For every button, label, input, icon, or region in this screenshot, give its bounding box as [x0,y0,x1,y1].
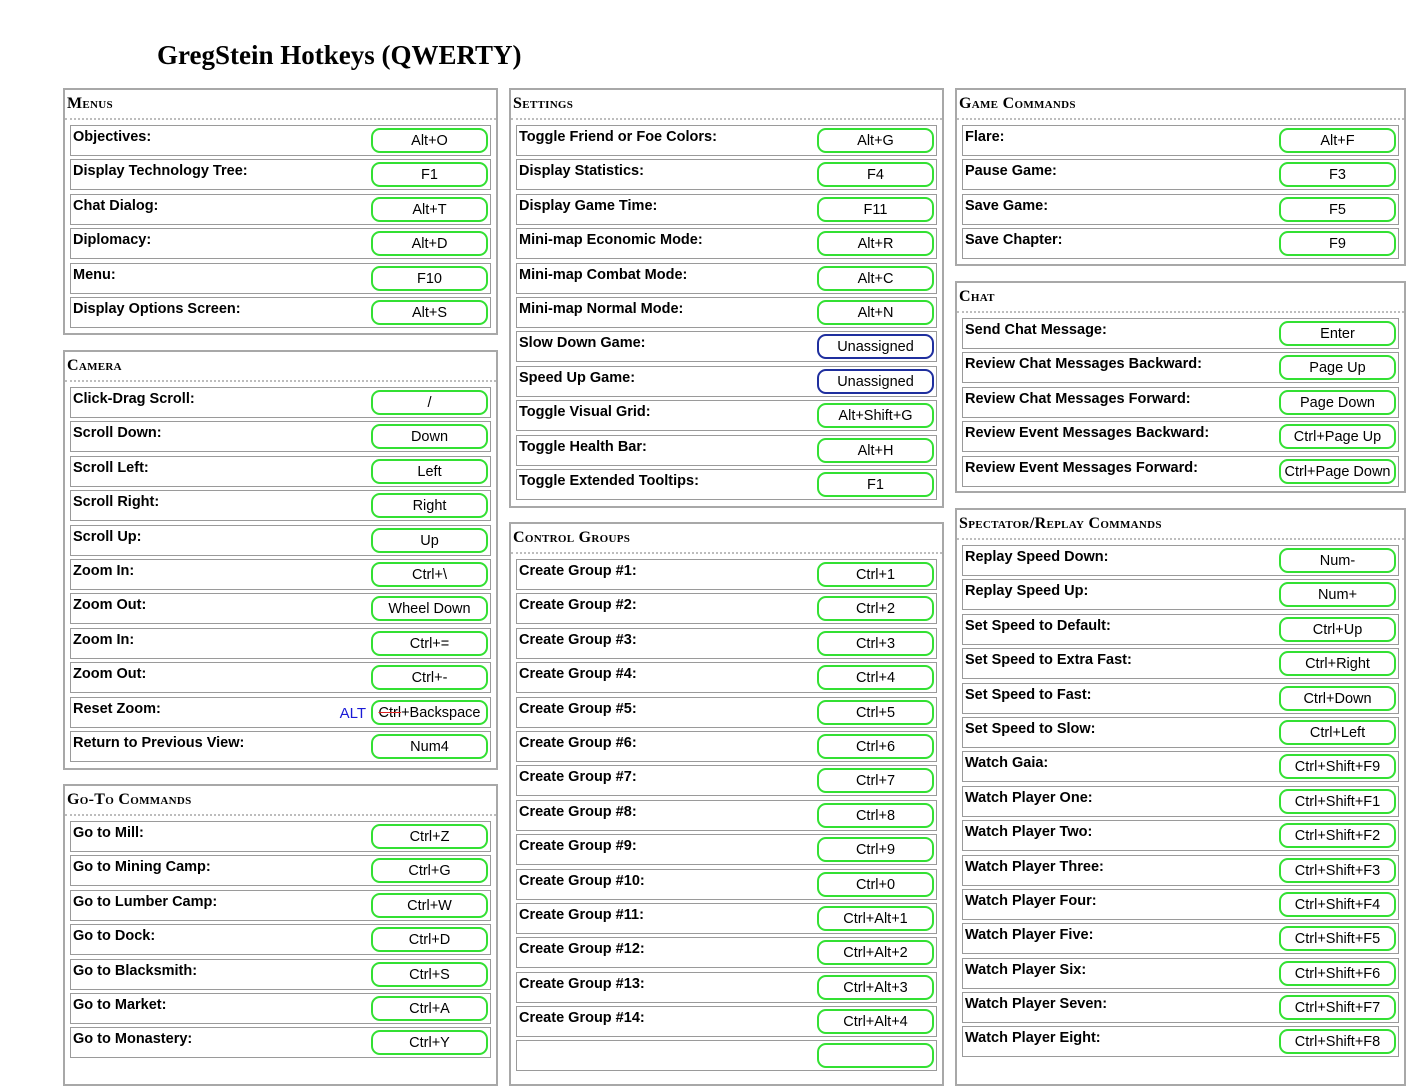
hotkey-field[interactable]: Ctrl+Page Up [1279,424,1396,449]
hotkey-label: Set Speed to Fast: [965,686,1092,703]
hotkey-field[interactable]: Ctrl+Shift+F4 [1279,892,1396,917]
hotkey-label: Toggle Friend or Foe Colors: [519,129,717,145]
hotkey-field[interactable]: Up [371,528,488,553]
hotkey-label: Reset Zoom: [73,700,161,717]
hotkey-row [70,125,491,156]
hotkey-label: Create Group #1: [519,563,637,579]
hotkey-field[interactable]: Down [371,424,488,449]
hotkey-field[interactable]: F1 [817,472,934,497]
hotkey-field[interactable]: Alt+G [817,128,934,153]
hotkey-row [962,717,1399,748]
hotkey-list [957,120,1404,259]
page-title: GregStein Hotkeys (QWERTY) [157,40,522,70]
hotkey-label: Go to Lumber Camp: [73,893,218,910]
hotkey-label: Go to Mining Camp: [73,859,211,876]
hotkey-field[interactable]: Ctrl+G [371,858,488,883]
hotkey-label: Diplomacy: [73,232,152,249]
hotkey-label: Create Group #12: [519,941,645,958]
hotkey-row [70,993,491,1024]
hotkey-field[interactable]: Page Up [1279,355,1396,380]
hotkey-row [516,903,937,934]
hotkey-row [962,820,1399,851]
hotkey-label: Create Group #10: [519,872,645,889]
hotkey-row [516,662,937,693]
hotkey-row [70,593,491,624]
hotkey-list [957,313,1404,487]
hotkey-field[interactable]: Wheel Down [371,596,488,621]
hotkey-field[interactable]: Alt+H [817,438,934,463]
hotkey-field[interactable]: Ctrl+Alt+3 [817,975,934,1000]
hotkey-field[interactable]: Ctrl+\ [371,562,488,587]
hotkey-field[interactable]: Ctrl+Y [371,1030,488,1055]
hotkey-list [511,554,942,1071]
hotkey-field[interactable]: Ctrl+= [371,631,488,656]
hotkey-field[interactable]: Left [371,459,488,484]
hotkey-row [70,421,491,452]
hotkey-row [962,786,1399,817]
hotkey-row [962,751,1399,782]
hotkey-label: Mini-map Economic Mode: [519,232,703,249]
hotkey-field[interactable]: Ctrl+Shift+F9 [1279,754,1396,779]
hotkey-row [70,525,491,556]
hotkey-label: Mini-map Normal Mode: [519,300,684,317]
hotkey-field[interactable]: Ctrl+Shift+F7 [1279,995,1396,1020]
hotkey-label: Speed Up Game: [519,369,636,386]
hotkey-row [70,959,491,990]
hotkey-field[interactable]: Ctrl+W [371,893,488,918]
hotkey-row [516,366,937,397]
hotkey-field[interactable]: Ctrl+7 [817,768,934,793]
hotkey-row [962,683,1399,714]
hotkey-label: Scroll Down: [73,425,162,442]
hotkey-row [70,1027,491,1058]
hotkey-field[interactable]: Ctrl+8 [817,803,934,828]
hotkey-label: Display Statistics: [519,163,644,180]
hotkey-field[interactable]: Ctrl+A [371,996,488,1021]
section-goto-commands [63,784,498,1086]
hotkey-list [957,540,1404,1057]
hotkey-label: Create Group #3: [519,631,637,648]
hotkey-label: Create Group #8: [519,803,637,820]
hotkey-row [70,297,491,328]
hotkey-label: Create Group #4: [519,666,637,683]
hotkey-row [516,194,937,225]
hotkey-row [70,263,491,294]
hotkey-field[interactable]: Right [371,493,488,518]
hotkey-row [516,731,937,762]
hotkey-field[interactable]: Ctrl+Up [1279,617,1396,642]
hotkey-list [65,382,496,762]
hotkey-label: Send Chat Message: [965,322,1107,338]
hotkey-label: Slow Down Game: [519,335,646,352]
hotkey-label: Display Game Time: [519,197,658,214]
hotkey-label: Replay Speed Down: [965,549,1109,565]
hotkey-row [516,559,937,590]
hotkey-row [962,125,1399,156]
hotkey-label: Set Speed to Slow: [965,720,1096,737]
hotkey-label: Replay Speed Up: [965,583,1089,600]
section-title: Chat [957,283,1404,313]
hotkey-row [70,559,491,590]
hotkey-list [65,816,496,1058]
hotkey-row [962,194,1399,225]
section-control-groups [509,522,944,1086]
hotkey-field[interactable]: / [371,390,488,415]
hotkey-label: Zoom Out: [73,666,147,683]
hotkey-row [516,697,937,728]
hotkey-field[interactable]: Num+ [1279,582,1396,607]
hotkey-field[interactable]: Enter [1279,321,1396,346]
hotkey-field[interactable]: F5 [1279,197,1396,222]
hotkey-row [70,387,491,418]
hotkey-label: Create Group #14: [519,1010,645,1027]
hotkey-label: Flare: [965,129,1005,145]
hotkey-row [962,228,1399,259]
hotkey-row [70,855,491,886]
hotkey-row [962,159,1399,190]
hotkey-row [516,228,937,259]
hotkey-field[interactable]: Ctrl+Shift+F1 [1279,789,1396,814]
hotkey-row [962,456,1399,487]
hotkey-row [516,593,937,624]
hotkey-field[interactable]: Ctrl+1 [817,562,934,587]
hotkey-label: Chat Dialog: [73,197,159,214]
hotkey-field[interactable]: Num- [1279,548,1396,573]
hotkey-field[interactable]: Ctrl+Alt+4 [817,1009,934,1034]
hotkey-row [516,159,937,190]
section-camera [63,350,498,770]
hotkey-label: Click-Drag Scroll: [73,391,195,407]
hotkey-row [962,614,1399,645]
hotkey-field[interactable]: Unassigned [817,334,934,359]
hotkey-row [70,228,491,259]
hotkey-field[interactable]: Unassigned [817,369,934,394]
section-title: Spectator/Replay Commands [957,510,1404,540]
hotkey-row [516,435,937,466]
hotkey-row [962,889,1399,920]
hotkey-field[interactable]: F4 [817,162,934,187]
hotkey-row [962,923,1399,954]
hotkey-row [70,697,491,728]
section-title: Settings [511,90,942,120]
hotkey-row [70,662,491,693]
hotkey-label: Watch Player Three: [965,858,1104,875]
hotkey-field[interactable]: F10 [371,266,488,291]
hotkey-row [962,1026,1399,1057]
hotkey-label: Watch Player Seven: [965,996,1108,1013]
hotkey-label: Create Group #7: [519,769,637,786]
hotkey-label: Watch Gaia: [965,755,1049,772]
hotkey-field[interactable] [817,1043,934,1068]
hotkey-row [962,318,1399,349]
hotkey-label: Menu: [73,266,116,283]
hotkey-field[interactable]: Ctrl+Page Down [1279,459,1396,484]
hotkey-label: Save Chapter: [965,232,1063,249]
hotkey-label: Zoom Out: [73,597,147,614]
hotkey-label: Watch Player Five: [965,927,1094,944]
hotkey-row [516,937,937,968]
hotkey-field[interactable]: Ctrl+D [371,927,488,952]
hotkey-row [516,869,937,900]
hotkey-row [962,992,1399,1023]
hotkey-list [511,120,942,500]
hotkey-label: Return to Previous View: [73,734,245,751]
hotkey-label: Create Group #2: [519,597,637,614]
hotkey-row [516,469,937,500]
hotkey-field[interactable]: Ctrl+Alt+2 [817,940,934,965]
hotkey-field[interactable]: Ctrl+Alt+1 [817,906,934,931]
hotkey-row [962,648,1399,679]
hotkey-label: Toggle Extended Tooltips: [519,472,699,489]
hotkey-row [516,297,937,328]
hotkey-field[interactable]: Alt+T [371,197,488,222]
hotkey-row [962,545,1399,576]
section-spectator-replay [955,508,1406,1086]
hotkey-field[interactable]: Ctrl+3 [817,631,934,656]
hotkey-row [516,263,937,294]
hotkey-label: Scroll Right: [73,494,160,511]
hotkey-row [516,628,937,659]
hotkey-row [516,1040,937,1071]
hotkey-field[interactable]: Alt+R [817,231,934,256]
hotkey-field[interactable]: Ctrl+S [371,962,488,987]
hotkey-row [70,731,491,762]
hotkey-row [70,890,491,921]
hotkey-label: Toggle Visual Grid: [519,404,651,421]
handwritten-note: ALT [339,704,366,722]
hotkey-row [516,400,937,431]
hotkey-label: Create Group #11: [519,906,644,923]
hotkey-row [516,331,937,362]
hotkey-label: Go to Mill: [73,825,144,841]
hotkey-label: Watch Player Four: [965,892,1097,909]
hotkey-row [962,352,1399,383]
hotkey-field[interactable]: Ctrl+Shift+F6 [1279,961,1396,986]
hotkey-label: Watch Player One: [965,789,1093,806]
hotkey-row [516,834,937,865]
hotkey-field[interactable]: Ctrl+- [371,665,488,690]
hotkey-field[interactable]: F1 [371,162,488,187]
hotkey-label: Watch Player Two: [965,824,1093,841]
hotkey-row [962,387,1399,418]
hotkey-label: Review Chat Messages Backward: [965,356,1202,373]
hotkey-field[interactable]: Ctrl+Z [371,824,488,849]
hotkey-field[interactable]: F9 [1279,231,1396,256]
hotkey-field[interactable]: Ctrl+0 [817,872,934,897]
section-title: Camera [65,352,496,382]
hotkey-label: Pause Game: [965,163,1057,180]
section-chat [955,281,1406,493]
section-settings [509,88,944,508]
hotkey-field[interactable]: Page Down [1279,390,1396,415]
hotkey-label: Review Chat Messages Forward: [965,390,1191,407]
hotkey-label: Watch Player Six: [965,961,1087,978]
hotkey-label: Go to Monastery: [73,1031,193,1048]
hotkey-label: Set Speed to Default: [965,617,1111,634]
hotkey-row [516,800,937,831]
hotkey-row [70,821,491,852]
hotkey-label: Create Group #9: [519,838,637,855]
hotkey-field[interactable]: Alt+N [817,300,934,325]
hotkey-label: Display Options Screen: [73,300,241,317]
hotkey-row [962,579,1399,610]
hotkey-field[interactable]: Ctrl+Shift+F5 [1279,926,1396,951]
hotkey-list [65,120,496,328]
hotkey-field[interactable]: Ctrl+Shift+F2 [1279,823,1396,848]
hotkey-field[interactable]: Alt+F [1279,128,1396,153]
hotkey-row [962,421,1399,452]
hotkey-row [962,958,1399,989]
hotkey-row [70,159,491,190]
hotkey-row [516,972,937,1003]
section-game-commands [955,88,1406,266]
hotkey-label: Go to Blacksmith: [73,962,198,979]
hotkey-row [70,924,491,955]
hotkey-field[interactable]: Ctrl+Shift+F3 [1279,858,1396,883]
hotkey-field[interactable]: Alt+Shift+G [817,403,934,428]
hotkey-row [516,125,937,156]
hotkey-field[interactable]: F11 [817,197,934,222]
hotkey-label: Zoom In: [73,562,135,579]
hotkey-label: Scroll Left: [73,459,149,476]
hotkey-field[interactable]: Num4 [371,734,488,759]
hotkey-row [516,765,937,796]
hotkey-field[interactable]: Alt+O [371,128,488,153]
hotkey-row [70,194,491,225]
hotkey-row [70,490,491,521]
hotkey-label: Watch Player Eight: [965,1030,1101,1047]
hotkey-field[interactable]: Alt+C [817,266,934,291]
hotkey-label: Objectives: [73,129,152,145]
section-menus [63,88,498,335]
section-title: Game Commands [957,90,1404,120]
hotkey-value: +Backspace [401,704,481,721]
hotkey-field[interactable] [371,700,488,725]
hotkey-label: Scroll Up: [73,528,142,545]
hotkey-label: Review Event Messages Backward: [965,425,1210,442]
hotkey-field[interactable]: Alt+S [371,300,488,325]
hotkey-row [70,628,491,659]
hotkey-row [70,456,491,487]
hotkey-field[interactable]: Alt+D [371,231,488,256]
hotkey-field[interactable]: Ctrl+5 [817,700,934,725]
hotkey-label: Review Event Messages Forward: [965,459,1198,476]
hotkey-field[interactable]: Ctrl+Right [1279,651,1396,676]
hotkey-label: Go to Dock: [73,928,156,945]
hotkey-label: Save Game: [965,197,1049,214]
hotkey-label: Create Group #5: [519,700,637,717]
hotkey-field[interactable]: Ctrl+9 [817,837,934,862]
hotkey-label: Toggle Health Bar: [519,438,647,455]
hotkey-label: Display Technology Tree: [73,163,248,180]
hotkey-label: Zoom In: [73,631,135,648]
hotkey-field[interactable]: Ctrl+Left [1279,720,1396,745]
section-title: Go-To Commands [65,786,496,816]
hotkey-field[interactable]: Ctrl+4 [817,665,934,690]
hotkey-label: Mini-map Combat Mode: [519,266,688,283]
hotkey-field[interactable]: F3 [1279,162,1396,187]
hotkey-row [516,1006,937,1037]
hotkey-field[interactable]: Ctrl+Down [1279,686,1396,711]
hotkey-field[interactable]: Ctrl+Shift+F8 [1279,1029,1396,1054]
hotkey-label: Create Group #13: [519,975,645,992]
section-title: Menus [65,90,496,120]
hotkey-label: Go to Market: [73,996,167,1013]
hotkey-label: Set Speed to Extra Fast: [965,652,1132,669]
hotkey-row [962,855,1399,886]
hotkey-field[interactable]: Ctrl+2 [817,596,934,621]
struck-key-text: Ctrl [378,704,402,721]
hotkey-label: Create Group #6: [519,734,637,751]
hotkey-field[interactable]: Ctrl+6 [817,734,934,759]
section-title: Control Groups [511,524,942,554]
